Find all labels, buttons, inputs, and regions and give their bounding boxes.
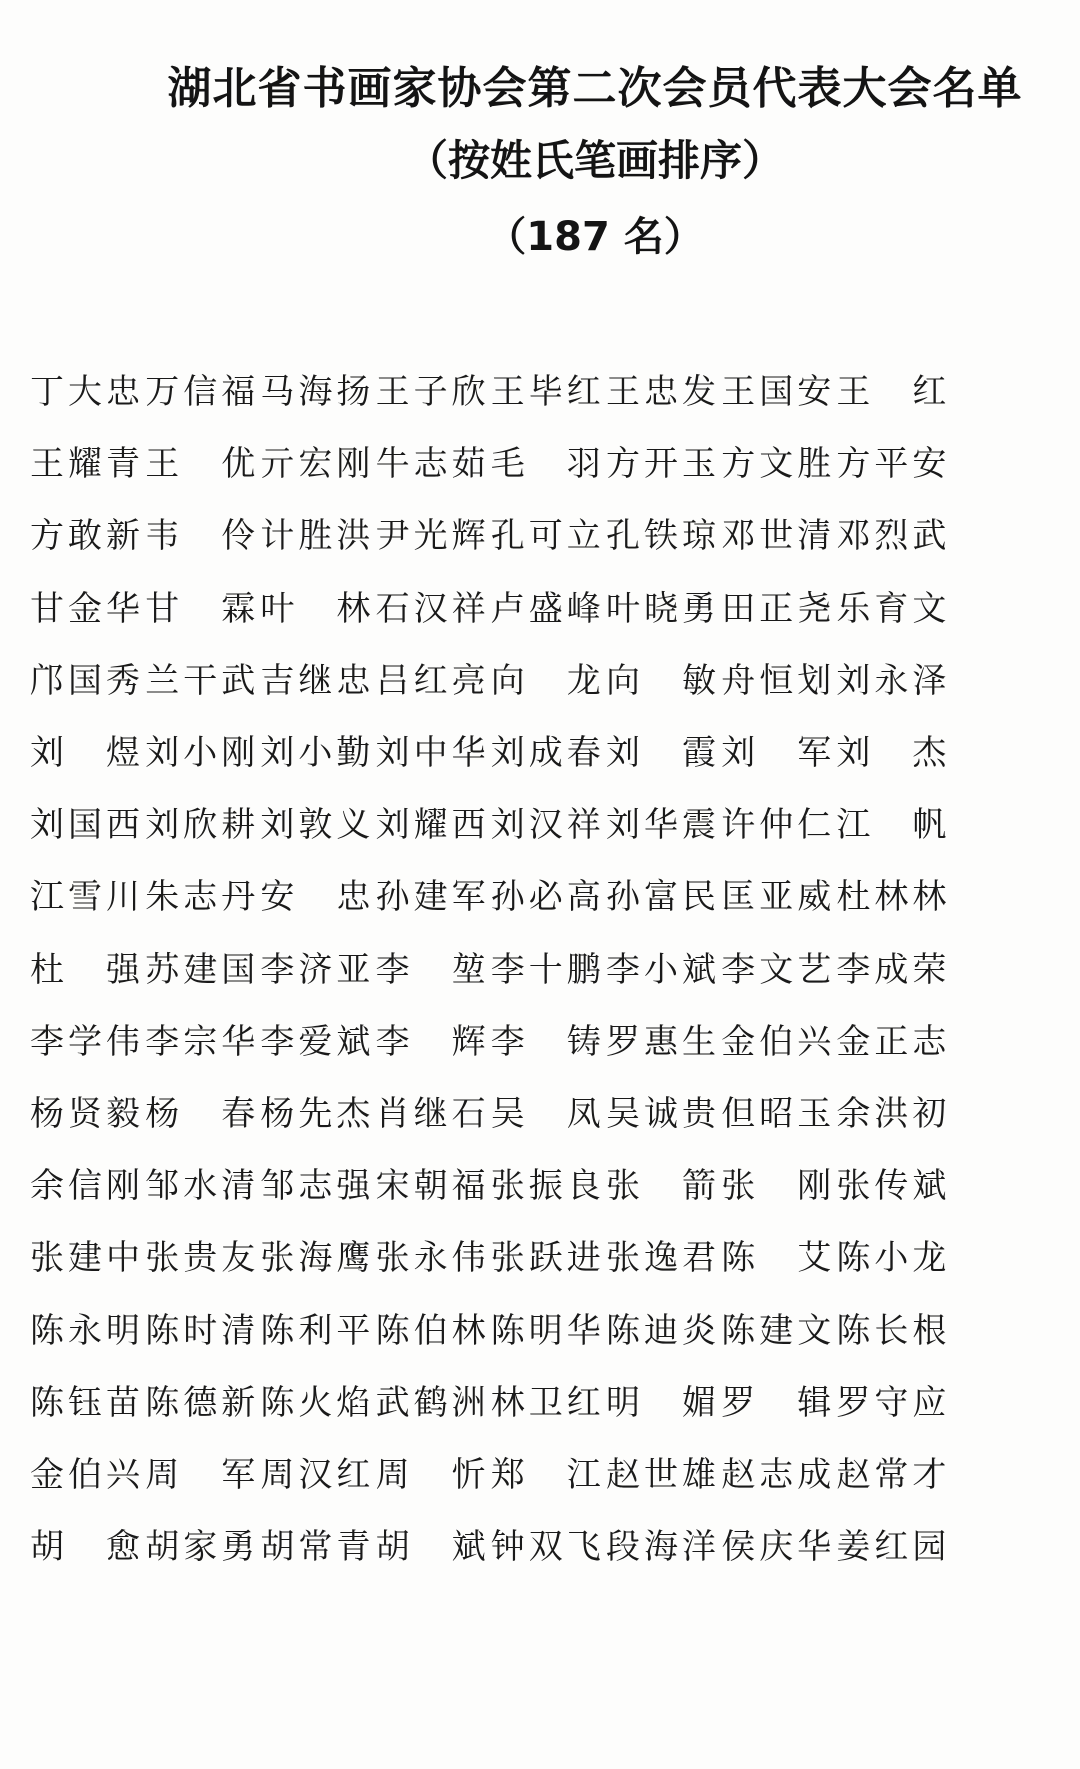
member-name: 王 耀 青 — [30, 444, 140, 485]
member-name: 赵 志 成 — [721, 1455, 832, 1495]
member-name: 邓 世 清 — [721, 516, 832, 557]
name-row — [30, 873, 1060, 933]
member-name: 王 忠 发 — [606, 372, 716, 412]
member-name: 周 忻 — [375, 1455, 486, 1495]
member-name: 陈 火 焰 — [260, 1382, 371, 1423]
member-name: 杜 林 林 — [836, 877, 947, 918]
member-name: 王 国 安 — [721, 372, 832, 412]
member-name: 李 铸 — [490, 1021, 601, 1062]
member-name: 陈 小 龙 — [836, 1238, 947, 1279]
member-name: 刘 欣 耕 — [145, 805, 256, 846]
member-name: 李 学 伟 — [30, 1021, 140, 1062]
member-name: 侯 庆 华 — [721, 1527, 832, 1568]
member-name: 甘 霖 — [145, 588, 256, 629]
page-subtitle: （按姓氏笔画排序） — [405, 136, 784, 185]
member-name: 孙 必 高 — [490, 877, 601, 918]
member-name: 兰 干 武 — [145, 660, 256, 701]
member-name: 张 箭 — [606, 1166, 716, 1207]
member-name: 田 正 尧 — [721, 588, 832, 629]
member-name: 胡 常 青 — [260, 1527, 371, 1568]
member-name: 吴 诚 贵 — [606, 1094, 716, 1134]
member-name: 王 红 — [836, 372, 947, 412]
member-name: 方 文 胜 — [721, 444, 832, 485]
page-title: 湖北省书画家协会第二次会员代表大会名单 — [167, 63, 1023, 114]
member-name: 杨 先 杰 — [260, 1094, 371, 1134]
member-name: 杨 春 — [145, 1094, 256, 1134]
member-name: 罗 守 应 — [836, 1382, 947, 1423]
member-name: 郑 江 — [490, 1455, 601, 1495]
name-row — [30, 1234, 1060, 1294]
member-name: 张 建 中 — [30, 1238, 140, 1279]
member-name: 韦 伶 — [145, 516, 256, 557]
member-name: 孔 可 立 — [490, 516, 601, 557]
member-name: 张 跃 进 — [490, 1238, 601, 1279]
member-name: 李 辉 — [375, 1021, 486, 1062]
member-name: 江 雪 川 — [30, 877, 140, 918]
member-name: 叶 林 — [260, 588, 371, 629]
member-name: 杜 强 — [30, 949, 140, 990]
member-name: 陈 长 根 — [836, 1310, 947, 1351]
name-row — [30, 368, 1060, 428]
member-name: 叶 晓 勇 — [606, 588, 716, 629]
member-name: 陈 利 平 — [260, 1310, 371, 1351]
member-name: 匡 亚 威 — [721, 877, 832, 918]
member-name: 刘 中 华 — [375, 733, 486, 773]
name-row — [30, 585, 1060, 645]
member-name: 安 忠 — [260, 877, 371, 918]
member-name: 李 小 斌 — [606, 949, 716, 990]
member-name: 余 信 刚 — [30, 1166, 140, 1207]
member-name: 张 传 斌 — [836, 1166, 947, 1207]
member-name: 邹 志 强 — [260, 1166, 371, 1207]
member-name: 陈 建 文 — [721, 1310, 832, 1351]
member-name: 方 开 玉 — [606, 444, 716, 485]
member-name: 吉 继 忠 — [260, 660, 371, 701]
member-name: 王 子 欣 — [375, 372, 486, 412]
member-name: 甘 金 华 — [30, 588, 140, 629]
member-name: 牛 志 茹 — [375, 444, 486, 485]
member-name: 李 堃 — [375, 949, 486, 990]
member-name: 孔 铁 琼 — [606, 516, 716, 557]
member-name: 周 军 — [145, 1455, 256, 1495]
name-row — [30, 1523, 1060, 1583]
member-name: 孙 富 民 — [606, 877, 716, 918]
member-name: 赵 世 雄 — [606, 1455, 716, 1495]
member-name: 向 龙 — [490, 660, 601, 701]
name-row — [30, 801, 1060, 861]
name-row — [30, 512, 1060, 572]
member-name: 姜 红 园 — [836, 1527, 947, 1568]
member-name: 刘 小 刚 — [145, 733, 256, 773]
member-name: 刘 耀 西 — [375, 805, 486, 846]
member-name: 吕 红 亮 — [375, 660, 486, 701]
member-name: 吴 凤 — [490, 1094, 601, 1134]
member-name: 邓 烈 武 — [836, 516, 947, 557]
member-name: 张 永 伟 — [375, 1238, 486, 1279]
member-name: 陈 明 华 — [490, 1310, 601, 1351]
member-name: 李 济 亚 — [260, 949, 371, 990]
name-row — [30, 657, 1060, 717]
member-name: 刘 军 — [721, 733, 832, 773]
member-name: 许 仲 仁 — [721, 805, 832, 846]
member-name: 卢 盛 峰 — [490, 588, 601, 629]
member-name: 方 敢 新 — [30, 516, 140, 557]
name-row — [30, 729, 1060, 789]
name-row — [30, 1451, 1060, 1511]
member-name: 陈 永 明 — [30, 1310, 140, 1351]
member-name: 计 胜 洪 — [260, 516, 371, 557]
member-name: 李 十 鹏 — [490, 949, 601, 990]
member-name: 张 贵 友 — [145, 1238, 256, 1279]
member-name: 王 毕 红 — [490, 372, 601, 412]
member-name: 刘 霞 — [606, 733, 716, 773]
member-count: （187 名） — [486, 214, 704, 260]
member-name: 李 爱 斌 — [260, 1021, 371, 1062]
member-name: 金 正 志 — [836, 1021, 947, 1062]
member-name: 张 振 良 — [490, 1166, 601, 1207]
member-name: 胡 愈 — [30, 1527, 140, 1568]
member-name: 李 成 荣 — [836, 949, 947, 990]
member-name: 李 宗 华 — [145, 1021, 256, 1062]
member-name: 武 鹤 洲 — [375, 1382, 486, 1423]
member-name: 刘 成 春 — [490, 733, 601, 773]
member-name: 但 昭 玉 — [721, 1094, 832, 1134]
member-name: 段 海 洋 — [606, 1527, 716, 1568]
member-name: 刘 华 震 — [606, 805, 716, 846]
member-name: 胡 斌 — [375, 1527, 486, 1568]
member-name: 李 文 艺 — [721, 949, 832, 990]
member-name: 王 优 — [145, 444, 256, 485]
name-row — [30, 946, 1060, 1006]
member-name: 朱 志 丹 — [145, 877, 256, 918]
member-name: 陈 时 清 — [145, 1310, 256, 1351]
name-row — [30, 1018, 1060, 1078]
member-name: 刘 小 勤 — [260, 733, 371, 773]
member-name: 万 信 福 — [145, 372, 256, 412]
member-name: 肖 继 石 — [375, 1094, 486, 1134]
member-name: 江 帆 — [836, 805, 947, 846]
member-name: 明 媚 — [606, 1382, 716, 1423]
member-name: 金 伯 兴 — [30, 1455, 140, 1495]
member-name: 邹 水 清 — [145, 1166, 256, 1207]
member-name: 舟 恒 划 — [721, 660, 832, 701]
member-name: 宋 朝 福 — [375, 1166, 486, 1207]
member-name: 刘 永 泽 — [836, 660, 947, 701]
member-name: 刘 敦 义 — [260, 805, 371, 846]
member-name: 邝 国 秀 — [30, 660, 140, 701]
member-name: 方 平 安 — [836, 444, 947, 485]
member-name: 杨 贤 毅 — [30, 1094, 140, 1134]
member-name: 丁 大 忠 — [30, 372, 140, 412]
member-name: 陈 钰 苗 — [30, 1382, 140, 1423]
member-name: 刘 杰 — [836, 733, 947, 773]
member-name: 毛 羽 — [490, 444, 601, 485]
member-name: 亓 宏 刚 — [260, 444, 371, 485]
member-name: 陈 德 新 — [145, 1382, 256, 1423]
member-name: 胡 家 勇 — [145, 1527, 256, 1568]
member-name: 石 汉 祥 — [375, 588, 486, 629]
member-name: 赵 常 才 — [836, 1455, 947, 1495]
member-name: 金 伯 兴 — [721, 1021, 832, 1062]
member-name: 刘 煜 — [30, 733, 140, 773]
name-row — [30, 440, 1060, 500]
member-name: 张 逸 君 — [606, 1238, 716, 1279]
name-row — [30, 1307, 1060, 1367]
member-name: 钟 双 飞 — [490, 1527, 601, 1568]
member-name: 陈 艾 — [721, 1238, 832, 1279]
member-name: 向 敏 — [606, 660, 716, 701]
name-row — [30, 1090, 1060, 1150]
member-name: 罗 辑 — [721, 1382, 832, 1423]
member-name: 刘 汉 祥 — [490, 805, 601, 846]
member-name: 林 卫 红 — [490, 1382, 601, 1423]
member-name: 罗 惠 生 — [606, 1021, 716, 1062]
member-name: 余 洪 初 — [836, 1094, 947, 1134]
member-name: 张 刚 — [721, 1166, 832, 1207]
member-name: 苏 建 国 — [145, 949, 256, 990]
member-name: 乐 育 文 — [836, 588, 947, 629]
member-name: 马 海 扬 — [260, 372, 371, 412]
member-name: 尹 光 辉 — [375, 516, 486, 557]
member-name: 陈 伯 林 — [375, 1310, 486, 1351]
member-name: 刘 国 西 — [30, 805, 140, 846]
member-name: 孙 建 军 — [375, 877, 486, 918]
name-row — [30, 1379, 1060, 1439]
member-name: 张 海 鹰 — [260, 1238, 371, 1279]
member-name: 周 汉 红 — [260, 1455, 371, 1495]
member-name: 陈 迪 炎 — [606, 1310, 716, 1351]
name-row — [30, 1162, 1060, 1222]
